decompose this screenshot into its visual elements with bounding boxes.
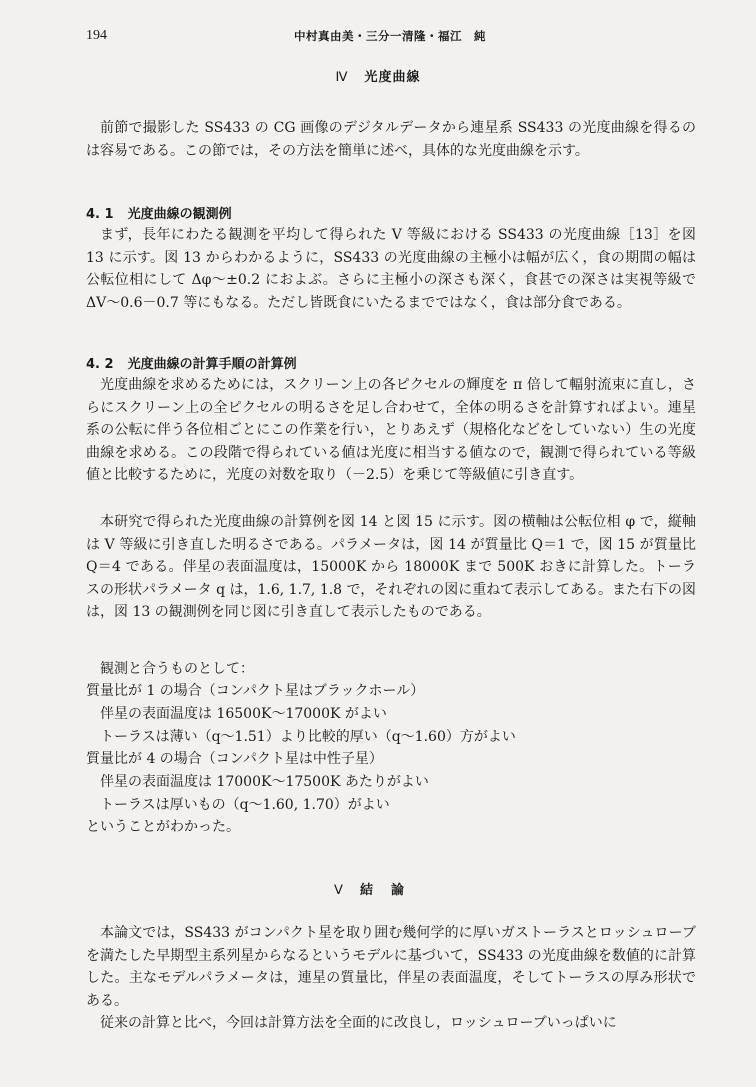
list-line-temp-4: 伴星の表面温度は 17000K～17500K あたりがよい — [100, 774, 429, 790]
subsection-4-2-body-1: 光度曲線を求めるためには，スクリーン上の各ピクセルの輝度を π 倍して輻射流束に直し，さらにスクリーン上の全ピクセルの明るさを足し合わせて，全体の明るさを計算すればよい。連星系の公転に伴う各位相ごとにこの作業を行い，とりあえず（規格化などをしていない）生の光度曲線を求める。この段階で得られている値は光度に相当する値なので，観測で得られている等級値と比較するために，光度の対数を取り（－2.5）を乗じて等級値に引き直す。 — [86, 377, 696, 484]
list-line-temp-1: 伴星の表面温度は 16500K～17000K がよい — [100, 706, 387, 722]
section-4-heading — [0, 66, 756, 85]
section-5-body-2: 従来の計算と比べ，今回は計算方法を全面的に改良し，ロッシュローブいっぱいに — [100, 1015, 617, 1031]
section-4-number: Ⅳ — [335, 69, 349, 84]
section-5-number: Ⅴ — [334, 882, 344, 897]
list-line-torus-1: トーラスは薄い（q～1.51）より比較的厚い（q～1.60）方がよい — [100, 729, 516, 745]
subsection-4-1-title: 光度曲線の観測例 — [127, 207, 232, 222]
subsection-4-1-number: 4. 1 — [86, 207, 114, 222]
subsection-4-2-heading — [86, 353, 297, 372]
subsection-4-2-title: 光度曲線の計算手順の計算例 — [127, 357, 297, 372]
subsection-4-1-body: まず，長年にわたる観測を平均して得られた V 等級における SS433 の光度曲線［13］を図 13 に示す。図 13 からわかるように，SS433 の光度曲線の主極小は幅が広く，食の期間の幅は公転位相にして Δφ～±0.2 におよぶ。さらに主極小の深さも深く，食甚での深さは実視等級で ΔV～0.6－0.7 等にもなる。ただし皆既食にいたるまでではなく，食は部分食である。 — [86, 227, 696, 311]
section-4-title: 光度曲線 — [364, 70, 421, 85]
section-4-intro: 前節で撮影した SS433 の CG 画像のデジタルデータから連星系 SS433 の光度曲線を得るのは容易である。この節では，その方法を簡単に述べ，具体的な光度曲線を示す。 — [86, 120, 696, 159]
page-header — [86, 28, 692, 48]
subsection-4-2-number: 4. 2 — [86, 357, 114, 372]
section-5-heading — [0, 879, 756, 898]
subsection-4-1-heading — [86, 203, 232, 222]
subsection-4-2-body-2: 本研究で得られた光度曲線の計算例を図 14 と図 15 に示す。図の横軸は公転位相 φ で，縦軸は V 等級に引き直した明るさである。パラメータは，図 14 が質量比 Q＝1 で，図 15 が質量比 Q＝4 である。伴星の表面温度は，15000K から 18000K まで 500K おきに計算した。トーラスの形状パラメータ q は，1.6, 1.7, 1.8 で，それぞれの図に重ねて表示してある。また右下の図は，図 13 の観測例を同じ図に引き直して表示したものである。 — [86, 514, 696, 621]
list-line-mass-ratio-4: 質量比が 4 の場合（コンパクト星は中性子星） — [86, 751, 383, 767]
list-line-torus-4: トーラスは厚いもの（q～1.60, 1.70）がよい — [100, 797, 390, 813]
list-line-intro: 観測と合うものとして： — [100, 661, 254, 677]
section-5-title: 結論 — [359, 883, 422, 898]
running-head-authors: 中村真由美・三分一清隆・福江 純 — [294, 29, 486, 43]
section-5-body-1: 本論文では，SS433 がコンパクト星を取り囲む幾何学的に厚いガストーラスとロッシュローブを満たした早期型主系列星からなるというモデルに基づいて，SS433 の光度曲線を数値的に計算した。主なモデルパラメータは，連星の質量比，伴星の表面温度，そしてトーラスの厚み形状である。 — [86, 925, 696, 1009]
page-number: 194 — [86, 28, 107, 43]
list-line-mass-ratio-1: 質量比が 1 の場合（コンパクト星はブラックホール） — [86, 683, 425, 699]
list-line-conclusion: ということがわかった。 — [86, 819, 240, 835]
